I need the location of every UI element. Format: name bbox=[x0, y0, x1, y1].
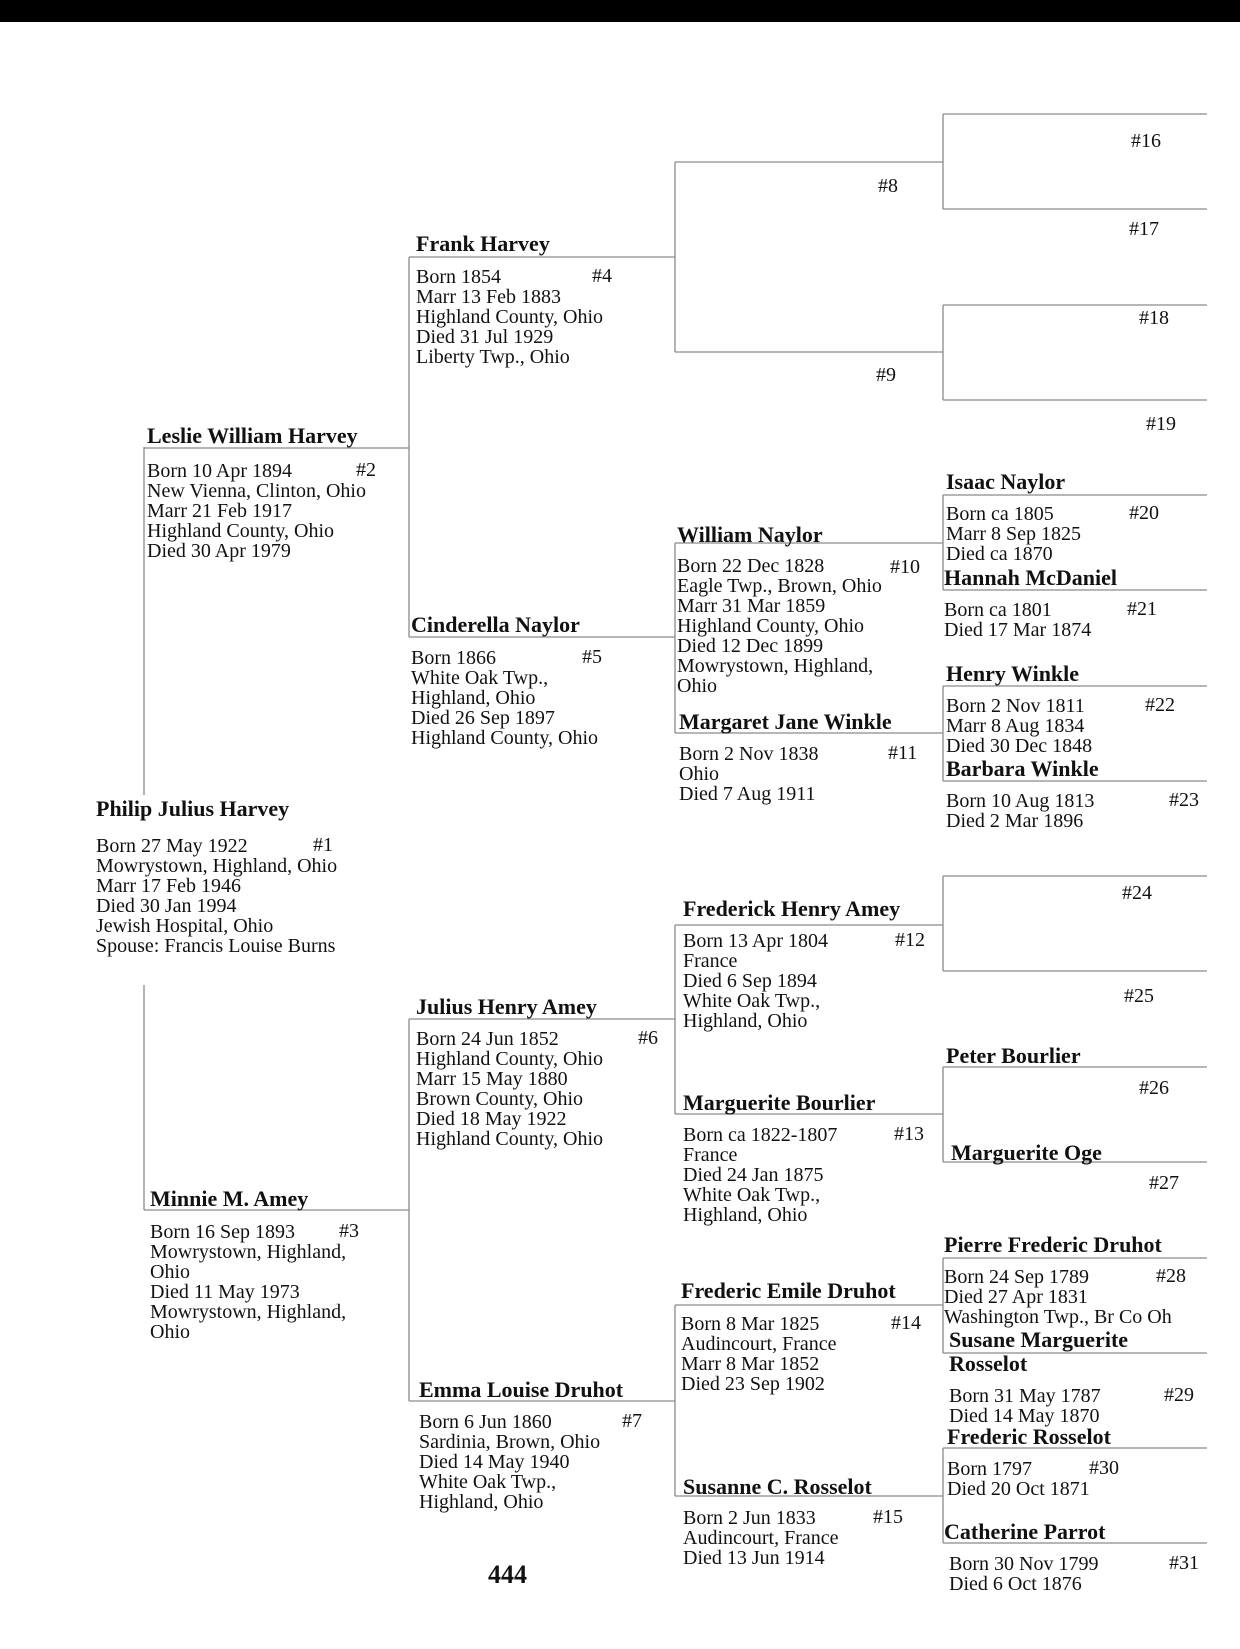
person-name-p13: Marguerite Bourlier bbox=[683, 1090, 876, 1115]
person-name-p31: Catherine Parrot bbox=[944, 1519, 1106, 1544]
slot-number-18: #18 bbox=[1139, 307, 1169, 329]
person-name-p12: Frederick Henry Amey bbox=[683, 896, 901, 921]
person-details-p3: Born 16 Sep 1893 Mowrystown, Highland, Ohio Died 11 May 1973 Mowrystown, Highland, Ohio bbox=[150, 1221, 347, 1343]
person-number-p22: #22 bbox=[1145, 694, 1175, 716]
person-number-p26: #26 bbox=[1139, 1077, 1169, 1099]
person-number-p14: #14 bbox=[891, 1312, 921, 1334]
person-name-p27: Marguerite Oge bbox=[951, 1140, 1102, 1165]
person-number-p31: #31 bbox=[1169, 1552, 1199, 1574]
slot-number-19: #19 bbox=[1146, 413, 1176, 435]
person-details-p29: Born 31 May 1787 Died 14 May 1870 bbox=[949, 1385, 1101, 1427]
person-name-p29-line2: Rosselot bbox=[949, 1351, 1028, 1376]
person-number-p13: #13 bbox=[894, 1123, 924, 1145]
person-details-p21: Born ca 1801 Died 17 Mar 1874 bbox=[944, 599, 1092, 641]
person-details-p13: Born ca 1822-1807 France Died 24 Jan 1875 White Oak Twp., Highland, Ohio bbox=[683, 1124, 838, 1226]
person-details-p12: Born 13 Apr 1804 France Died 6 Sep 1894 White Oak Twp., Highland, Ohio bbox=[683, 930, 828, 1032]
person-name-p30: Frederic Rosselot bbox=[947, 1424, 1111, 1449]
page-number: 444 bbox=[488, 1560, 527, 1589]
person-number-p15: #15 bbox=[873, 1506, 903, 1528]
person-number-p12: #12 bbox=[895, 929, 925, 951]
person-name-p28: Pierre Frederic Druhot bbox=[944, 1232, 1162, 1257]
person-details-p6: Born 24 Jun 1852 Highland County, Ohio Marr 15 May 1880 Brown County, Ohio Died 18 May 1922 Highland County, Ohio bbox=[416, 1028, 604, 1150]
person-name-p20: Isaac Naylor bbox=[946, 469, 1066, 494]
person-details-p31: Born 30 Nov 1799 Died 6 Oct 1876 bbox=[949, 1553, 1099, 1595]
person-number-p4: #4 bbox=[592, 265, 612, 287]
person-details-p2: Born 10 Apr 1894 New Vienna, Clinton, Ohio Marr 21 Feb 1917 Highland County, Ohio Died 30 Apr 1979 bbox=[147, 460, 366, 562]
person-number-p2: #2 bbox=[356, 459, 376, 481]
person-name-p29-line1: Susane Marguerite bbox=[949, 1327, 1129, 1352]
person-name-p14: Frederic Emile Druhot bbox=[681, 1278, 896, 1303]
person-name-p6: Julius Henry Amey bbox=[416, 994, 597, 1019]
person-details-p22: Born 2 Nov 1811 Marr 8 Aug 1834 Died 30 Dec 1848 bbox=[946, 695, 1093, 757]
person-number-p7: #7 bbox=[622, 1410, 642, 1432]
person-name-p22: Henry Winkle bbox=[946, 661, 1080, 686]
person-name-p29 bbox=[949, 1328, 1128, 1376]
person-details-p14: Born 8 Mar 1825 Audincourt, France Marr 8 Mar 1852 Died 23 Sep 1902 bbox=[681, 1313, 837, 1395]
person-name-p10: William Naylor bbox=[677, 522, 823, 547]
person-name-p2: Leslie William Harvey bbox=[147, 423, 358, 448]
slot-number-8: #8 bbox=[878, 175, 898, 197]
person-details-p1: Born 27 May 1922 Mowrystown, Highland, Ohio Marr 17 Feb 1946 Died 30 Jan 1994 Jewish Hospital, Ohio Spouse: Francis Louise Burns bbox=[96, 835, 338, 957]
person-number-p27: #27 bbox=[1149, 1172, 1179, 1194]
person-details-p7: Born 6 Jun 1860 Sardinia, Brown, Ohio Died 14 May 1940 White Oak Twp., Highland, Ohio bbox=[419, 1411, 601, 1513]
person-name-p23: Barbara Winkle bbox=[946, 756, 1099, 781]
person-details-p10: Born 22 Dec 1828 Eagle Twp., Brown, Ohio Marr 31 Mar 1859 Highland County, Ohio Died 12 Dec 1899 Mowrystown, Highland, Ohio bbox=[677, 555, 882, 697]
person-details-p30: Born 1797 Died 20 Oct 1871 bbox=[947, 1458, 1090, 1500]
person-name-p5: Cinderella Naylor bbox=[411, 612, 580, 637]
person-number-p30: #30 bbox=[1089, 1457, 1119, 1479]
person-number-p21: #21 bbox=[1127, 598, 1157, 620]
slot-number-17: #17 bbox=[1129, 218, 1159, 240]
person-name-p11: Margaret Jane Winkle bbox=[679, 709, 892, 734]
person-details-p28: Born 24 Sep 1789 Died 27 Apr 1831 Washington Twp., Br Co Oh bbox=[944, 1266, 1172, 1328]
person-details-p15: Born 2 Jun 1833 Audincourt, France Died 13 Jun 1914 bbox=[683, 1507, 839, 1569]
person-details-p11: Born 2 Nov 1838 Ohio Died 7 Aug 1911 bbox=[679, 743, 819, 805]
person-details-p20: Born ca 1805 Marr 8 Sep 1825 Died ca 1870 bbox=[946, 503, 1081, 565]
person-details-p4: Born 1854 Marr 13 Feb 1883 Highland County, Ohio Died 31 Jul 1929 Liberty Twp., Ohio bbox=[416, 266, 604, 368]
person-name-p3: Minnie M. Amey bbox=[150, 1186, 309, 1211]
person-name-p1: Philip Julius Harvey bbox=[96, 796, 290, 821]
person-number-p20: #20 bbox=[1129, 502, 1159, 524]
person-name-p7: Emma Louise Druhot bbox=[419, 1377, 624, 1402]
slot-number-24: #24 bbox=[1122, 882, 1152, 904]
person-details-p23: Born 10 Aug 1813 Died 2 Mar 1896 bbox=[946, 790, 1095, 832]
person-number-p3: #3 bbox=[339, 1220, 359, 1242]
person-number-p29: #29 bbox=[1164, 1384, 1194, 1406]
person-name-p15: Susanne C. Rosselot bbox=[683, 1474, 872, 1499]
person-name-p21: Hannah McDaniel bbox=[944, 565, 1117, 590]
person-name-p26: Peter Bourlier bbox=[946, 1043, 1081, 1068]
person-details-p5: Born 1866 White Oak Twp., Highland, Ohio Died 26 Sep 1897 Highland County, Ohio bbox=[411, 647, 599, 749]
person-number-p5: #5 bbox=[582, 646, 602, 668]
person-name-p4: Frank Harvey bbox=[416, 231, 550, 256]
person-number-p1: #1 bbox=[313, 834, 333, 856]
slot-number-25: #25 bbox=[1124, 985, 1154, 1007]
slot-number-16: #16 bbox=[1131, 130, 1161, 152]
person-number-p11: #11 bbox=[888, 742, 918, 764]
person-number-p6: #6 bbox=[638, 1027, 658, 1049]
slot-number-9: #9 bbox=[876, 364, 896, 386]
person-number-p10: #10 bbox=[890, 556, 920, 578]
person-number-p23: #23 bbox=[1169, 789, 1199, 811]
person-number-p28: #28 bbox=[1156, 1265, 1186, 1287]
